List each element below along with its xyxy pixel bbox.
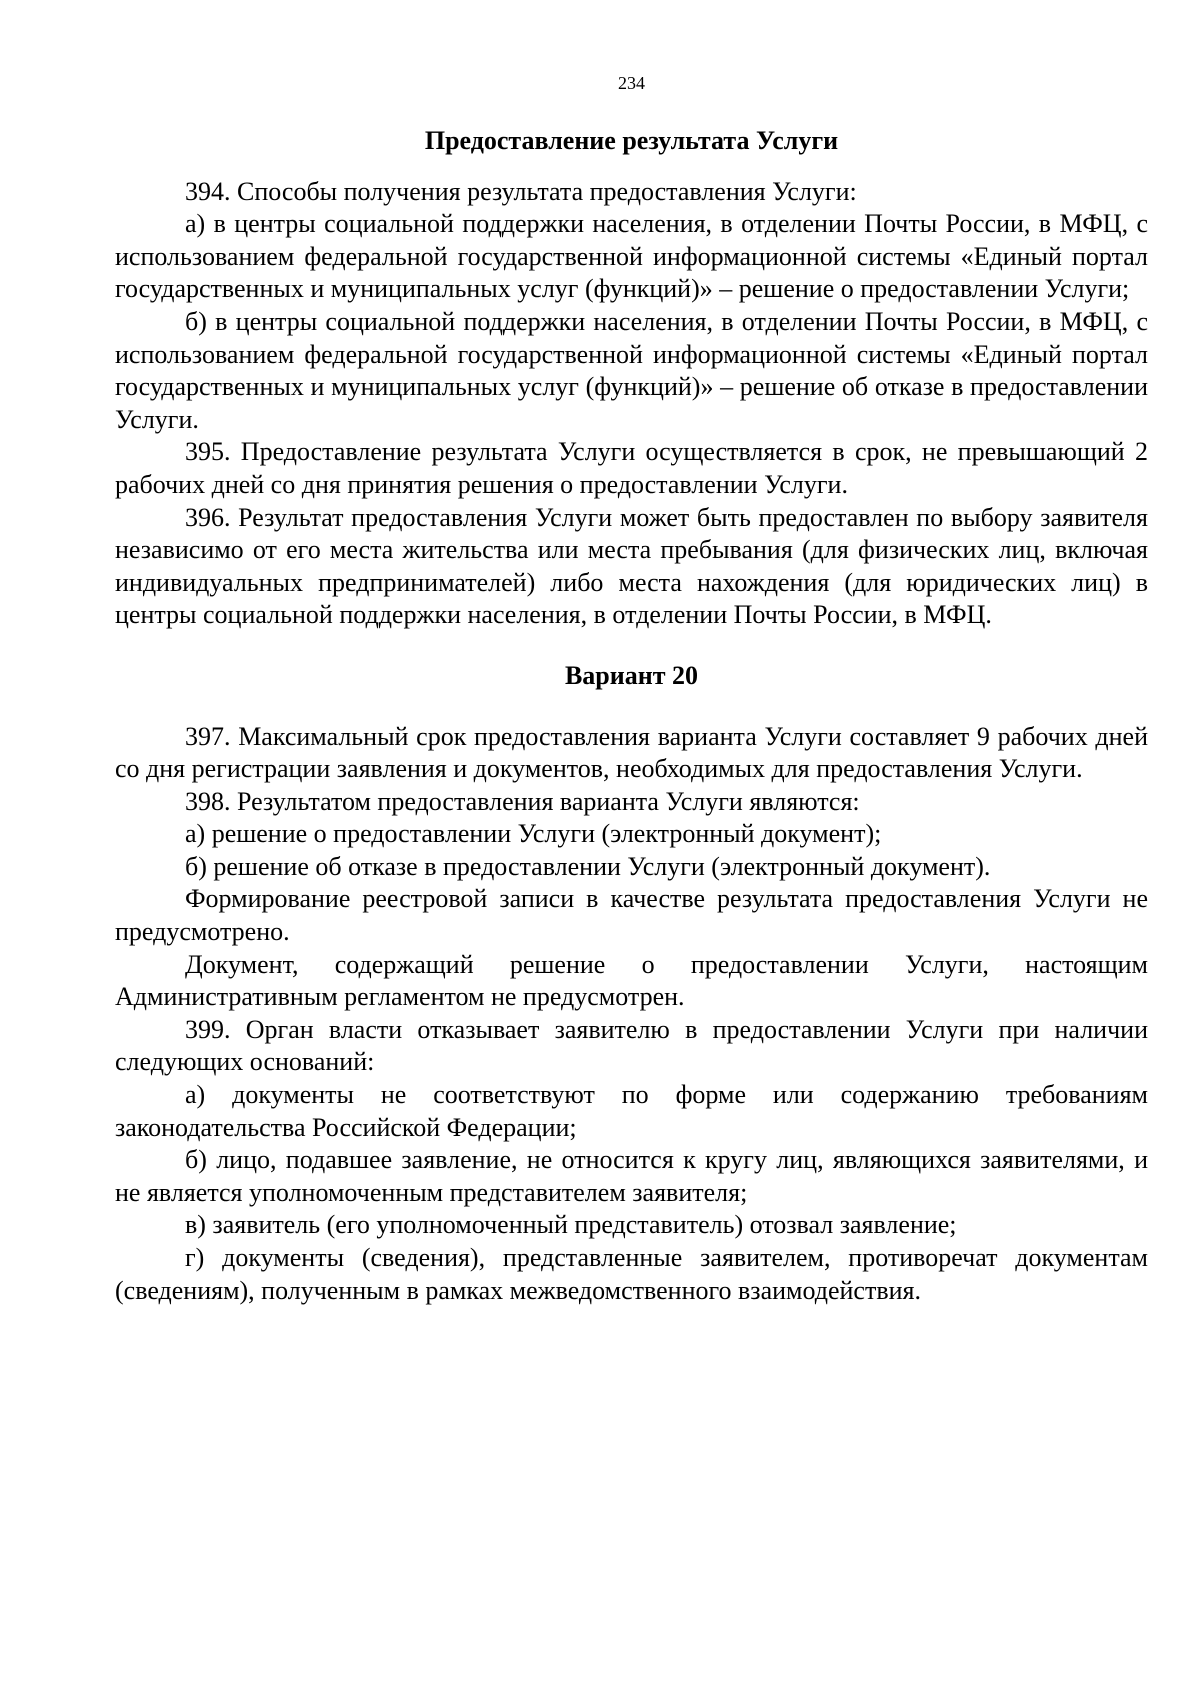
paragraph-registry-record: Формирование реестровой записи в качестве результата предоставления Услуги не предусмотрено. bbox=[115, 884, 1148, 947]
paragraph-398-b: б) решение об отказе в предоставлении Услуги (электронный документ). bbox=[185, 851, 991, 881]
paragraph-398-a: а) решение о предоставлении Услуги (электронный документ); bbox=[185, 819, 882, 849]
paragraph-398: 398. Результатом предоставления варианта Услуги являются: bbox=[185, 786, 860, 816]
paragraph-399-v: в) заявитель (его уполномоченный представитель) отозвал заявление; bbox=[185, 1210, 957, 1240]
paragraph-397: 397. Максимальный срок предоставления варианта Услуги составляет 9 рабочих дней со дня регистрации заявления и документов, необходимых для предоставления Услуги. bbox=[115, 721, 1148, 784]
paragraph-396: 396. Результат предоставления Услуги может быть предоставлен по выбору заявителя независимо от его места жительства или места пребывания (для физических лиц, включая индивидуальных предпринимателей) либо места нахождения (для юридических лиц) в центры социальной поддержки населения, в отделении Почты России, в МФЦ. bbox=[115, 502, 1148, 630]
section-heading-result: Предоставление результата Услуги bbox=[424, 126, 839, 155]
document-body bbox=[115, 125, 1148, 1307]
paragraph-399-b: б) лицо, подавшее заявление, не относится к кругу лиц, являющихся заявителями, и не является уполномоченным представителем заявителя; bbox=[115, 1145, 1148, 1207]
page-number: 234 bbox=[618, 73, 645, 93]
paragraph-394-b: б) в центры социальной поддержки населения, в отделении Почты России, в МФЦ, с использованием федеральной государственной информационной системы «Единый портал государственных и муниципальных услуг (функций)» – решение об отказе в предоставлении Услуги. bbox=[115, 306, 1148, 434]
paragraph-399-g: г) документы (сведения), представленные заявителем, противоречат документам (сведениям), полученным в рамках межведомственного взаимодействия. bbox=[115, 1243, 1148, 1305]
paragraph-decision-document: Документ, содержащий решение о предоставлении Услуги, настоящим Административным регламентом не предусмотрен. bbox=[115, 949, 1148, 1012]
paragraph-394-a: а) в центры социальной поддержки населения, в отделении Почты России, в МФЦ, с использованием федеральной государственной информационной системы «Единый портал государственных и муниципальных услуг (функций)» – решение о предоставлении Услуги; bbox=[115, 209, 1148, 304]
paragraph-395: 395. Предоставление результата Услуги осуществляется в срок, не превышающий 2 рабочих дней со дня принятия решения о предоставлении Услуги. bbox=[115, 437, 1148, 499]
paragraph-399-a: а) документы не соответствуют по форме или содержанию требованиям законодательства Российской Федерации; bbox=[115, 1080, 1148, 1142]
paragraph-399: 399. Орган власти отказывает заявителю в предоставлении Услуги при наличии следующих оснований: bbox=[115, 1014, 1148, 1077]
paragraph-394: 394. Способы получения результата предоставления Услуги: bbox=[185, 176, 857, 206]
section-heading-variant-20: Вариант 20 bbox=[564, 660, 699, 690]
